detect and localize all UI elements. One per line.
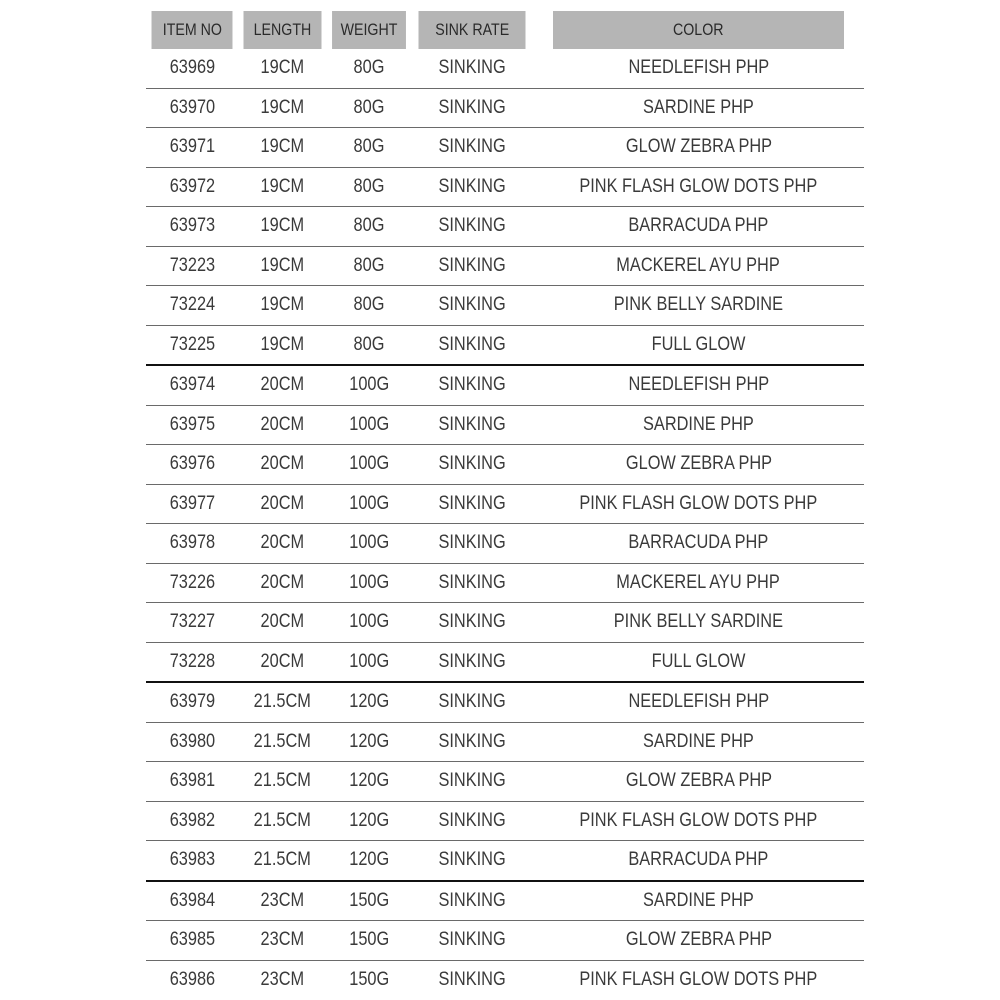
cell-weight-text: 80G xyxy=(353,57,385,79)
cell-item-no xyxy=(146,642,238,682)
cell-item-no-text: 73225 xyxy=(169,333,215,355)
cell-item-no-text: 63972 xyxy=(169,175,215,197)
cell-color xyxy=(533,603,864,643)
cell-color-text: SARDINE PHP xyxy=(643,730,754,752)
cell-length-text: 21.5CM xyxy=(253,809,312,831)
cell-length xyxy=(238,722,327,762)
cell-sink-rate xyxy=(411,88,533,128)
cell-item-no xyxy=(146,841,238,881)
cell-length-text: 20CM xyxy=(260,492,305,514)
table-row xyxy=(146,88,864,128)
cell-length xyxy=(238,365,327,405)
cell-item-no xyxy=(146,49,238,88)
cell-sink-rate xyxy=(411,246,533,286)
cell-color xyxy=(533,801,864,841)
cell-color-text: SARDINE PHP xyxy=(643,96,754,118)
cell-color xyxy=(533,563,864,603)
cell-color-text: PINK BELLY SARDINE xyxy=(613,611,784,633)
cell-weight xyxy=(327,286,411,326)
cell-sink-rate xyxy=(411,642,533,682)
cell-weight xyxy=(327,722,411,762)
cell-color-text: PINK BELLY SARDINE xyxy=(613,294,784,316)
cell-sink-rate-text: SINKING xyxy=(438,929,506,951)
cell-sink-rate-text: SINKING xyxy=(438,294,506,316)
cell-item-no xyxy=(146,524,238,564)
header-row xyxy=(146,11,864,49)
cell-sink-rate xyxy=(411,722,533,762)
cell-sink-rate xyxy=(411,49,533,88)
cell-color xyxy=(533,881,864,921)
table-row xyxy=(146,603,864,643)
cell-weight-text: 100G xyxy=(349,650,389,672)
cell-item-no-text: 73224 xyxy=(169,294,215,316)
cell-weight-text: 80G xyxy=(353,333,385,355)
cell-color xyxy=(533,722,864,762)
cell-item-no-text: 73223 xyxy=(169,254,215,276)
cell-color-text: NEEDLEFISH PHP xyxy=(628,374,769,396)
cell-item-no-text: 73226 xyxy=(169,571,215,593)
cell-item-no-text: 63971 xyxy=(169,136,215,158)
cell-sink-rate-text: SINKING xyxy=(438,374,506,396)
cell-weight xyxy=(327,88,411,128)
cell-length xyxy=(238,682,327,722)
cell-sink-rate xyxy=(411,167,533,207)
cell-sink-rate-text: SINKING xyxy=(438,532,506,554)
table-header xyxy=(146,11,864,49)
header-sink-rate xyxy=(418,11,525,49)
cell-length xyxy=(238,88,327,128)
cell-color-text: BARRACUDA PHP xyxy=(628,532,769,554)
cell-color xyxy=(533,405,864,445)
cell-length-text: 19CM xyxy=(260,136,305,158)
cell-weight-text: 120G xyxy=(349,849,389,871)
cell-sink-rate-text: SINKING xyxy=(438,57,506,79)
cell-sink-rate-text: SINKING xyxy=(438,333,506,355)
cell-length-text: 20CM xyxy=(260,571,305,593)
cell-color-text: SARDINE PHP xyxy=(643,413,754,435)
cell-length-text: 19CM xyxy=(260,254,305,276)
header-length xyxy=(243,11,321,49)
cell-sink-rate xyxy=(411,881,533,921)
cell-item-no xyxy=(146,921,238,961)
cell-color-text: FULL GLOW xyxy=(651,650,746,672)
header-item-no xyxy=(152,11,233,49)
cell-color xyxy=(533,445,864,485)
cell-length xyxy=(238,921,327,961)
cell-length xyxy=(238,207,327,247)
cell-length-text: 20CM xyxy=(260,532,305,554)
header-color-label: COLOR xyxy=(673,20,724,39)
table-row xyxy=(146,128,864,168)
cell-weight-text: 150G xyxy=(349,929,389,951)
cell-item-no-text: 63979 xyxy=(169,691,215,713)
cell-weight xyxy=(327,484,411,524)
cell-weight-text: 80G xyxy=(353,254,385,276)
cell-weight xyxy=(327,207,411,247)
cell-color-text: NEEDLEFISH PHP xyxy=(628,57,769,79)
cell-sink-rate xyxy=(411,524,533,564)
cell-color xyxy=(533,524,864,564)
cell-weight xyxy=(327,128,411,168)
cell-sink-rate xyxy=(411,484,533,524)
cell-sink-rate xyxy=(411,801,533,841)
cell-item-no-text: 63974 xyxy=(169,374,215,396)
cell-color-text: BARRACUDA PHP xyxy=(628,849,769,871)
cell-color xyxy=(533,286,864,326)
cell-item-no xyxy=(146,246,238,286)
cell-color xyxy=(533,365,864,405)
cell-weight xyxy=(327,49,411,88)
cell-length xyxy=(238,524,327,564)
cell-sink-rate xyxy=(411,128,533,168)
cell-length-text: 20CM xyxy=(260,650,305,672)
cell-sink-rate-text: SINKING xyxy=(438,453,506,475)
cell-length-text: 20CM xyxy=(260,453,305,475)
cell-item-no-text: 63970 xyxy=(169,96,215,118)
cell-color xyxy=(533,484,864,524)
cell-weight xyxy=(327,405,411,445)
cell-length xyxy=(238,801,327,841)
cell-weight xyxy=(327,762,411,802)
cell-length xyxy=(238,246,327,286)
table-row xyxy=(146,524,864,564)
cell-color xyxy=(533,921,864,961)
cell-item-no xyxy=(146,881,238,921)
cell-weight xyxy=(327,881,411,921)
cell-weight-text: 80G xyxy=(353,136,385,158)
table-row xyxy=(146,921,864,961)
table-body xyxy=(146,49,864,999)
cell-length xyxy=(238,841,327,881)
cell-item-no-text: 63986 xyxy=(169,968,215,990)
cell-color-text: GLOW ZEBRA PHP xyxy=(625,136,772,158)
cell-length xyxy=(238,762,327,802)
table-row xyxy=(146,722,864,762)
table-row xyxy=(146,325,864,365)
cell-weight xyxy=(327,246,411,286)
cell-length xyxy=(238,167,327,207)
header-weight xyxy=(332,11,406,49)
table-row xyxy=(146,682,864,722)
cell-color-text: BARRACUDA PHP xyxy=(628,215,769,237)
cell-weight xyxy=(327,445,411,485)
cell-item-no xyxy=(146,722,238,762)
cell-sink-rate xyxy=(411,841,533,881)
cell-item-no-text: 63973 xyxy=(169,215,215,237)
cell-color-text: PINK FLASH GLOW DOTS PHP xyxy=(579,492,818,514)
cell-sink-rate xyxy=(411,365,533,405)
cell-weight-text: 80G xyxy=(353,215,385,237)
cell-sink-rate xyxy=(411,960,533,999)
cell-sink-rate-text: SINKING xyxy=(438,968,506,990)
cell-item-no xyxy=(146,603,238,643)
cell-item-no xyxy=(146,563,238,603)
cell-sink-rate-text: SINKING xyxy=(438,492,506,514)
cell-weight-text: 100G xyxy=(349,611,389,633)
cell-weight xyxy=(327,682,411,722)
cell-weight xyxy=(327,563,411,603)
cell-item-no-text: 73228 xyxy=(169,650,215,672)
cell-sink-rate-text: SINKING xyxy=(438,611,506,633)
cell-color-text: NEEDLEFISH PHP xyxy=(628,691,769,713)
table-row xyxy=(146,49,864,88)
cell-color-text: MACKEREL AYU PHP xyxy=(616,254,781,276)
cell-color-text: FULL GLOW xyxy=(651,333,746,355)
cell-length-text: 23CM xyxy=(260,929,305,951)
table-row xyxy=(146,484,864,524)
cell-item-no xyxy=(146,286,238,326)
table-row xyxy=(146,167,864,207)
cell-length-text: 19CM xyxy=(260,175,305,197)
table-row xyxy=(146,445,864,485)
cell-sink-rate xyxy=(411,207,533,247)
cell-item-no xyxy=(146,325,238,365)
table-row xyxy=(146,286,864,326)
table-row xyxy=(146,801,864,841)
header-color xyxy=(553,11,844,49)
cell-color xyxy=(533,88,864,128)
cell-weight xyxy=(327,325,411,365)
cell-length xyxy=(238,563,327,603)
cell-sink-rate xyxy=(411,603,533,643)
cell-weight xyxy=(327,841,411,881)
cell-sink-rate-text: SINKING xyxy=(438,254,506,276)
cell-color-text: GLOW ZEBRA PHP xyxy=(625,770,772,792)
cell-item-no xyxy=(146,405,238,445)
cell-color xyxy=(533,246,864,286)
cell-weight-text: 80G xyxy=(353,294,385,316)
cell-color xyxy=(533,642,864,682)
cell-color xyxy=(533,207,864,247)
cell-length-text: 19CM xyxy=(260,294,305,316)
cell-sink-rate-text: SINKING xyxy=(438,175,506,197)
cell-sink-rate xyxy=(411,921,533,961)
header-length-label: LENGTH xyxy=(253,20,312,39)
cell-weight xyxy=(327,365,411,405)
cell-weight-text: 150G xyxy=(349,889,389,911)
cell-weight-text: 150G xyxy=(349,968,389,990)
cell-sink-rate-text: SINKING xyxy=(438,215,506,237)
cell-length xyxy=(238,405,327,445)
cell-item-no-text: 63984 xyxy=(169,889,215,911)
header-item-no-label: ITEM NO xyxy=(162,20,222,39)
cell-weight-text: 100G xyxy=(349,492,389,514)
cell-length-text: 21.5CM xyxy=(253,730,312,752)
cell-sink-rate xyxy=(411,762,533,802)
cell-item-no xyxy=(146,365,238,405)
header-weight-label: WEIGHT xyxy=(340,20,398,39)
cell-sink-rate-text: SINKING xyxy=(438,809,506,831)
cell-weight-text: 120G xyxy=(349,730,389,752)
cell-length-text: 19CM xyxy=(260,96,305,118)
cell-weight-text: 120G xyxy=(349,770,389,792)
cell-color-text: PINK FLASH GLOW DOTS PHP xyxy=(579,175,818,197)
cell-color xyxy=(533,325,864,365)
cell-color xyxy=(533,960,864,999)
cell-color-text: MACKEREL AYU PHP xyxy=(616,571,781,593)
cell-color-text: GLOW ZEBRA PHP xyxy=(625,453,772,475)
cell-sink-rate-text: SINKING xyxy=(438,691,506,713)
table-row xyxy=(146,246,864,286)
cell-color xyxy=(533,49,864,88)
table-row xyxy=(146,762,864,802)
cell-item-no-text: 63981 xyxy=(169,770,215,792)
table-row xyxy=(146,642,864,682)
cell-color xyxy=(533,128,864,168)
cell-length-text: 19CM xyxy=(260,57,305,79)
cell-length xyxy=(238,960,327,999)
cell-length-text: 21.5CM xyxy=(253,691,312,713)
cell-item-no-text: 73227 xyxy=(169,611,215,633)
cell-color xyxy=(533,682,864,722)
cell-length xyxy=(238,484,327,524)
cell-length xyxy=(238,128,327,168)
cell-sink-rate-text: SINKING xyxy=(438,96,506,118)
cell-length xyxy=(238,603,327,643)
cell-sink-rate xyxy=(411,682,533,722)
cell-item-no-text: 63977 xyxy=(169,492,215,514)
cell-length xyxy=(238,49,327,88)
cell-sink-rate-text: SINKING xyxy=(438,770,506,792)
cell-item-no-text: 63976 xyxy=(169,453,215,475)
cell-sink-rate-text: SINKING xyxy=(438,730,506,752)
cell-color-text: SARDINE PHP xyxy=(643,889,754,911)
cell-length xyxy=(238,881,327,921)
cell-length-text: 20CM xyxy=(260,611,305,633)
cell-weight-text: 120G xyxy=(349,809,389,831)
cell-weight xyxy=(327,524,411,564)
cell-length-text: 20CM xyxy=(260,374,305,396)
cell-item-no xyxy=(146,445,238,485)
cell-sink-rate xyxy=(411,405,533,445)
cell-length xyxy=(238,325,327,365)
cell-length-text: 23CM xyxy=(260,968,305,990)
cell-item-no xyxy=(146,801,238,841)
cell-color xyxy=(533,762,864,802)
cell-item-no-text: 63985 xyxy=(169,929,215,951)
table-row xyxy=(146,563,864,603)
cell-item-no xyxy=(146,682,238,722)
cell-item-no xyxy=(146,167,238,207)
cell-color-text: GLOW ZEBRA PHP xyxy=(625,929,772,951)
cell-sink-rate xyxy=(411,563,533,603)
cell-weight-text: 120G xyxy=(349,691,389,713)
cell-weight xyxy=(327,801,411,841)
cell-item-no xyxy=(146,762,238,802)
cell-length-text: 23CM xyxy=(260,889,305,911)
cell-sink-rate-text: SINKING xyxy=(438,413,506,435)
cell-sink-rate xyxy=(411,445,533,485)
cell-item-no xyxy=(146,960,238,999)
cell-length-text: 20CM xyxy=(260,413,305,435)
cell-item-no-text: 63978 xyxy=(169,532,215,554)
cell-item-no xyxy=(146,484,238,524)
header-sink-rate-label: SINK RATE xyxy=(435,20,509,39)
table-row xyxy=(146,365,864,405)
table-row xyxy=(146,841,864,881)
cell-sink-rate xyxy=(411,325,533,365)
cell-item-no-text: 63975 xyxy=(169,413,215,435)
cell-color xyxy=(533,841,864,881)
cell-color-text: PINK FLASH GLOW DOTS PHP xyxy=(579,809,818,831)
cell-sink-rate-text: SINKING xyxy=(438,889,506,911)
cell-item-no xyxy=(146,128,238,168)
product-spec-table-container xyxy=(146,11,864,999)
cell-length-text: 19CM xyxy=(260,333,305,355)
cell-length-text: 19CM xyxy=(260,215,305,237)
cell-weight-text: 100G xyxy=(349,374,389,396)
product-spec-table xyxy=(146,11,864,999)
cell-color xyxy=(533,167,864,207)
cell-color-text: PINK FLASH GLOW DOTS PHP xyxy=(579,968,818,990)
cell-weight xyxy=(327,642,411,682)
cell-sink-rate xyxy=(411,286,533,326)
cell-weight xyxy=(327,603,411,643)
cell-length-text: 21.5CM xyxy=(253,849,312,871)
table-row xyxy=(146,405,864,445)
cell-weight-text: 80G xyxy=(353,96,385,118)
cell-item-no-text: 63983 xyxy=(169,849,215,871)
cell-item-no-text: 63969 xyxy=(169,57,215,79)
cell-sink-rate-text: SINKING xyxy=(438,571,506,593)
table-row xyxy=(146,881,864,921)
cell-weight-text: 80G xyxy=(353,175,385,197)
table-row xyxy=(146,960,864,999)
cell-sink-rate-text: SINKING xyxy=(438,136,506,158)
cell-sink-rate-text: SINKING xyxy=(438,849,506,871)
cell-length xyxy=(238,642,327,682)
cell-item-no-text: 63980 xyxy=(169,730,215,752)
cell-length xyxy=(238,286,327,326)
cell-weight xyxy=(327,960,411,999)
table-row xyxy=(146,207,864,247)
cell-weight-text: 100G xyxy=(349,413,389,435)
cell-item-no-text: 63982 xyxy=(169,809,215,831)
cell-weight-text: 100G xyxy=(349,453,389,475)
cell-weight-text: 100G xyxy=(349,571,389,593)
cell-length-text: 21.5CM xyxy=(253,770,312,792)
cell-item-no xyxy=(146,88,238,128)
cell-item-no xyxy=(146,207,238,247)
cell-sink-rate-text: SINKING xyxy=(438,650,506,672)
cell-length xyxy=(238,445,327,485)
cell-weight xyxy=(327,167,411,207)
cell-weight-text: 100G xyxy=(349,532,389,554)
cell-weight xyxy=(327,921,411,961)
